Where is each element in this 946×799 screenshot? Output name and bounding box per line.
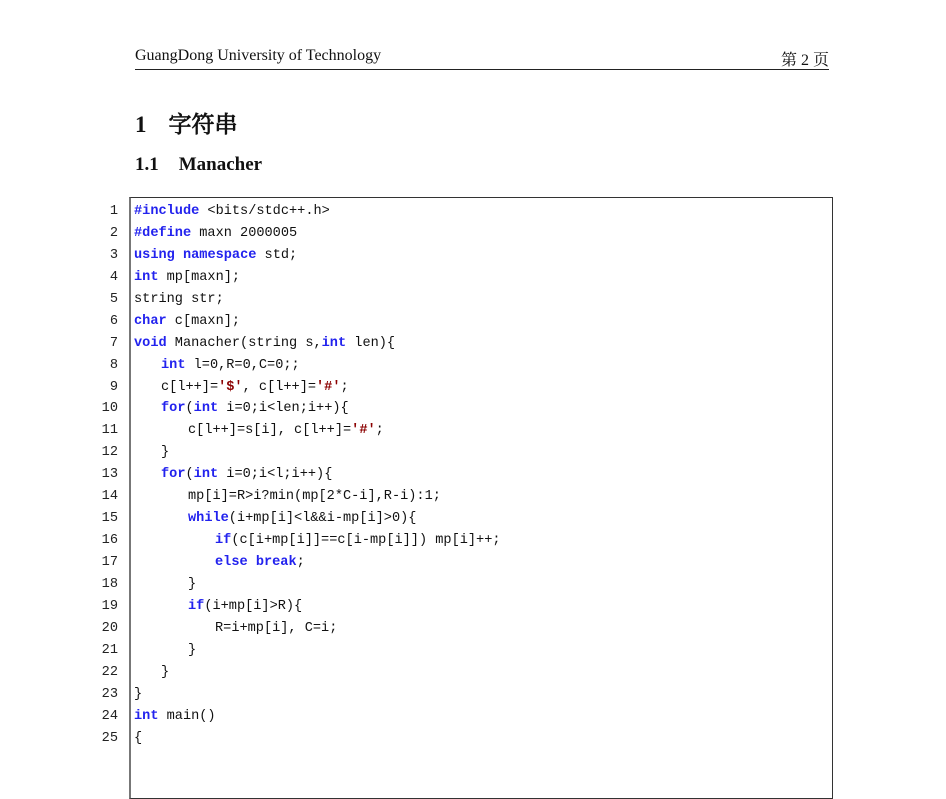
code-line: [0, 442, 946, 464]
line-number: 21: [101, 642, 118, 658]
code-token: (i+mp[i]<l&&i-mp[i]>0){: [228, 511, 417, 527]
code-text: [134, 398, 349, 420]
code-token: }: [161, 664, 170, 680]
code-line: [0, 618, 946, 640]
line-number: 12: [101, 445, 118, 461]
line-number: 7: [109, 335, 118, 351]
keyword-token: int: [193, 401, 219, 417]
code-line: [0, 223, 946, 245]
line-number: 15: [101, 511, 118, 527]
code-text: [134, 508, 416, 530]
page-number: 第 2 页: [780, 52, 829, 69]
code-text: [134, 574, 196, 596]
code-text: [134, 464, 332, 486]
keyword-token: using: [134, 247, 175, 263]
line-number: 5: [109, 291, 118, 307]
line-number: 2: [109, 225, 118, 241]
code-text: [134, 662, 169, 684]
code-text: [134, 420, 384, 442]
code-token: ;: [375, 423, 384, 439]
line-number: 10: [101, 401, 118, 417]
code-text: [134, 223, 297, 245]
code-token: len){: [346, 335, 396, 351]
line-number: 23: [101, 686, 118, 702]
code-line: [0, 377, 946, 399]
code-line: [0, 706, 946, 728]
code-line: [0, 596, 946, 618]
line-number: 3: [109, 247, 118, 263]
line-number: 1: [109, 204, 118, 219]
keyword-token: break: [255, 555, 297, 570]
code-token: mp[maxn];: [158, 269, 241, 285]
code-line: [0, 201, 946, 223]
code-text: [134, 245, 297, 267]
code-token: {: [134, 730, 143, 746]
code-token: (c[i+mp[i]]==c[i-mp[i]]) mp[i]++;: [231, 533, 501, 549]
subsection-heading: [135, 154, 262, 176]
line-number: 6: [109, 313, 118, 329]
code-line: [0, 289, 946, 311]
code-token: (: [185, 401, 194, 417]
keyword-token: void: [134, 335, 167, 351]
code-token: mp[i]=R>i?min(mp[2*C-i],R-i):1;: [188, 489, 441, 505]
keyword-token: for: [161, 467, 186, 483]
code-text: [134, 530, 501, 552]
code-token: i=0;i<len;i++){: [218, 401, 349, 417]
line-number: 14: [101, 489, 118, 505]
code-line: [0, 728, 946, 750]
code-token: (i+mp[i]>R){: [204, 598, 303, 614]
line-number: 19: [101, 598, 118, 614]
code-line: [0, 684, 946, 706]
keyword-token: #define: [134, 225, 192, 241]
keyword-token: #include: [134, 204, 200, 219]
code-token: c[l++]=: [161, 379, 219, 395]
code-token: l=0,R=0,C=0;;: [185, 357, 300, 373]
code-text: [134, 267, 240, 289]
subsection-number: 1.1: [135, 154, 159, 175]
string-token: '#': [316, 379, 341, 395]
keyword-token: char: [134, 313, 167, 329]
code-text: [134, 728, 142, 750]
code-line: [0, 486, 946, 508]
line-number: 22: [101, 664, 118, 680]
code-text: [134, 201, 330, 223]
code-token: c[maxn];: [166, 313, 241, 329]
code-listing: [0, 201, 946, 749]
line-number: 18: [101, 576, 118, 592]
section-heading: [135, 106, 238, 139]
code-line: [0, 333, 946, 355]
keyword-token: int: [161, 357, 186, 373]
code-token: string str;: [134, 291, 224, 307]
keyword-token: if: [188, 598, 205, 614]
code-text: [134, 706, 216, 728]
code-token: maxn 2000005: [191, 225, 298, 241]
section-title: 字符串: [168, 112, 238, 137]
code-token: ;: [296, 555, 305, 570]
code-line: [0, 640, 946, 662]
running-header-title: GuangDong University of Technology: [135, 47, 382, 64]
code-text: [134, 377, 349, 399]
code-line: [0, 530, 946, 552]
line-number: 8: [109, 357, 118, 373]
code-text: [134, 596, 302, 618]
code-line: [0, 420, 946, 442]
keyword-token: int: [321, 335, 347, 351]
code-token: [175, 248, 183, 263]
keyword-token: int: [193, 467, 219, 483]
keyword-token: for: [161, 401, 186, 417]
line-number: 4: [109, 269, 118, 285]
code-token: }: [134, 686, 143, 702]
code-text: [134, 355, 300, 377]
code-line: [0, 398, 946, 420]
code-text: [134, 333, 395, 355]
code-token: <bits/stdc++.h>: [199, 204, 330, 219]
line-number: 11: [101, 423, 118, 439]
code-token: (: [185, 467, 194, 483]
code-token: }: [188, 642, 197, 658]
code-line: [0, 552, 946, 574]
code-token: R=i+mp[i], C=i;: [215, 620, 338, 636]
keyword-token: int: [134, 269, 159, 285]
code-line: [0, 355, 946, 377]
code-token: , c[l++]=: [242, 379, 317, 395]
code-token: [248, 555, 256, 570]
line-number: 17: [101, 555, 118, 570]
code-token: Manacher(string s,: [166, 335, 322, 351]
code-token: i=0;i<l;i++){: [218, 467, 333, 483]
code-token: }: [161, 445, 170, 461]
keyword-token: if: [215, 533, 232, 549]
code-text: [134, 618, 337, 640]
subsection-title: Manacher: [178, 154, 263, 175]
keyword-token: int: [134, 708, 159, 724]
code-token: }: [188, 576, 197, 592]
line-number: 25: [101, 730, 118, 746]
code-token: main(): [158, 708, 216, 724]
keyword-token: while: [188, 511, 229, 527]
code-text: [134, 552, 305, 574]
code-line: [0, 662, 946, 684]
code-text: [134, 442, 169, 464]
line-number: 20: [101, 620, 118, 636]
string-token: '$': [218, 379, 243, 395]
code-text: [134, 311, 240, 333]
code-text: [134, 289, 224, 311]
header-rule: [135, 69, 829, 70]
section-number: 1: [135, 112, 147, 137]
code-text: [134, 640, 196, 662]
code-token: c[l++]=s[i], c[l++]=: [188, 423, 352, 439]
code-line: [0, 311, 946, 333]
line-number: 16: [101, 533, 118, 549]
code-text: [134, 486, 441, 508]
code-line: [0, 574, 946, 596]
code-line: [0, 464, 946, 486]
code-line: [0, 245, 946, 267]
code-token: ;: [340, 379, 349, 395]
line-number: 13: [101, 467, 118, 483]
code-line: [0, 508, 946, 530]
code-text: [134, 684, 142, 706]
string-token: '#': [351, 423, 376, 439]
keyword-token: else: [215, 555, 248, 570]
line-number: 9: [109, 379, 118, 395]
keyword-token: namespace: [182, 247, 257, 263]
line-number: 24: [101, 708, 118, 724]
code-line: [0, 267, 946, 289]
code-token: std;: [256, 247, 298, 263]
